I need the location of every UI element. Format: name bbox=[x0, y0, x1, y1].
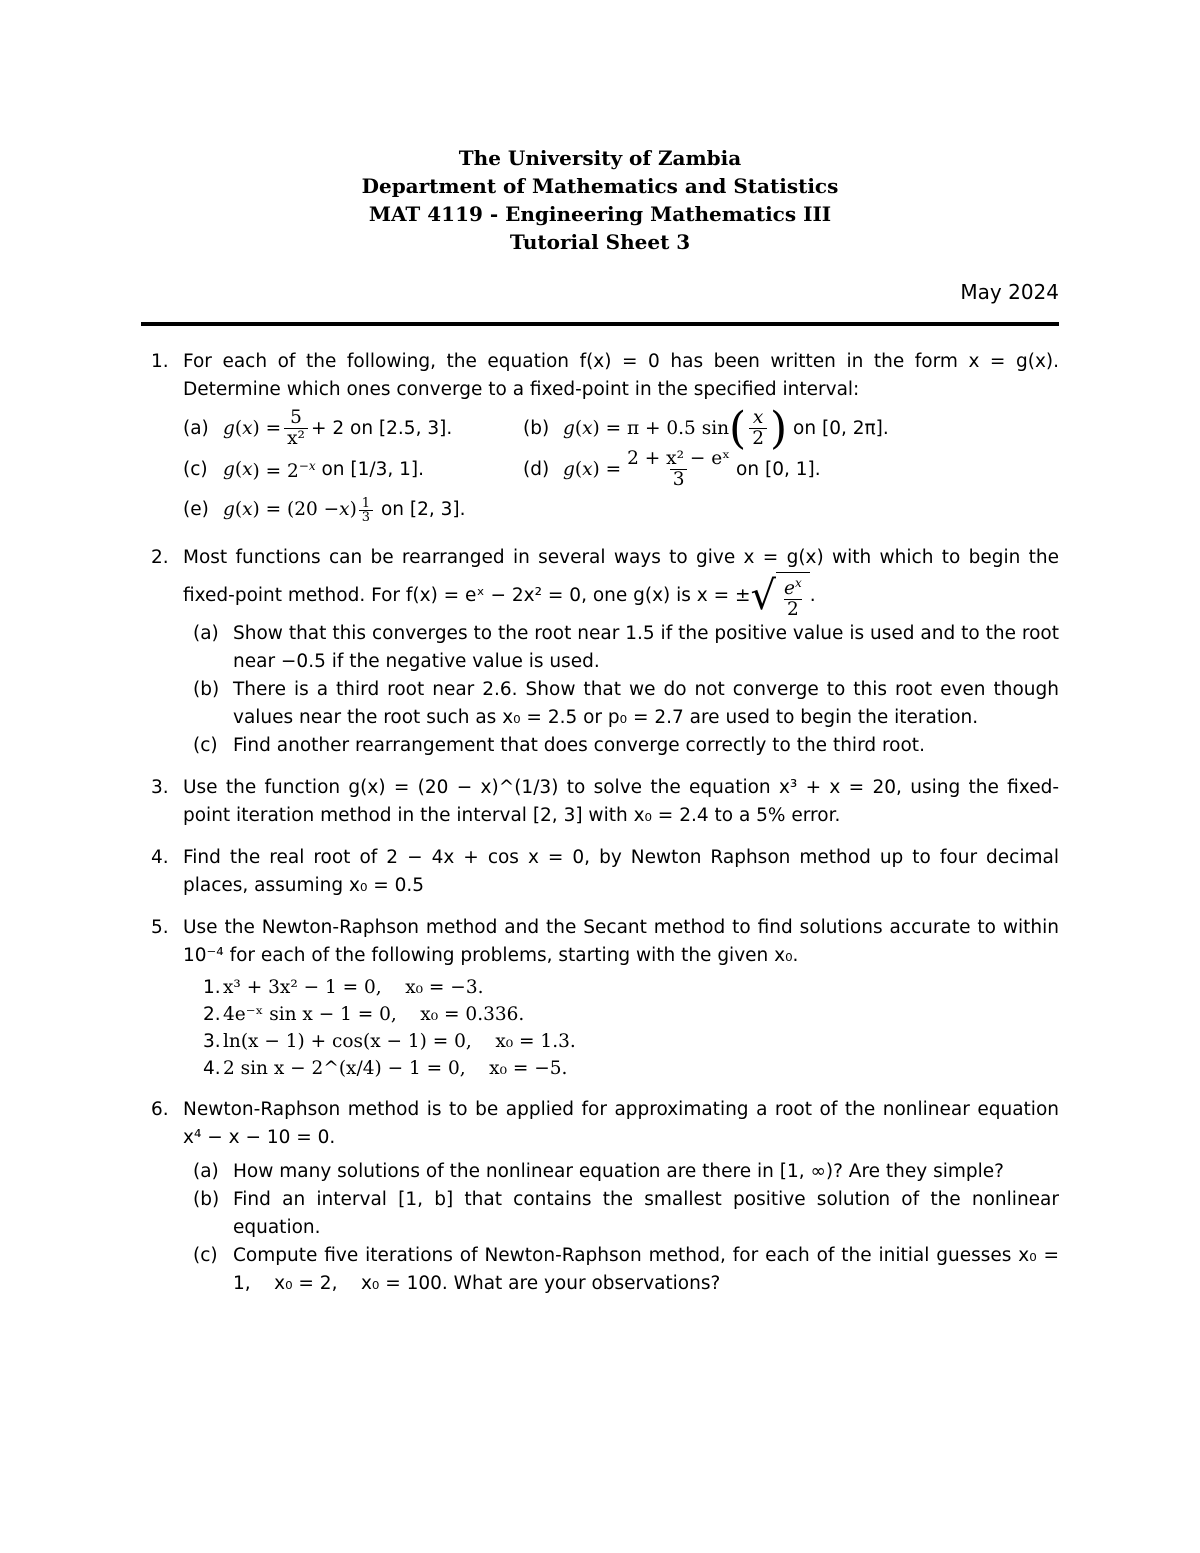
part-text: Show that this converges to the root near 1.5 if the positive value is used and to the root near −0.5 if the negative value is used. bbox=[233, 623, 1059, 673]
question-number: 5. bbox=[151, 917, 169, 939]
question-text: For each of the following, the equation f(x) = 0 has been written in the form x = g(x). Determine which ones converge to a fixed-point in the specified interval: bbox=[183, 351, 1059, 400]
part-label: (a) bbox=[193, 1161, 219, 1183]
question-6 bbox=[141, 1096, 1065, 1298]
q6-part-b bbox=[183, 1186, 1059, 1242]
header-rule bbox=[141, 322, 1059, 326]
list-item: 4. 2 sin x − 2^(x/4) − 1 = 0, x₀ = −5. bbox=[203, 1058, 568, 1080]
part-text: Compute five iterations of Newton-Raphson method, for each of the initial guesses x₀ = 1, x₀ = 2, x₀ = 100. What are your observations? bbox=[233, 1245, 1065, 1295]
item-label: (a) bbox=[183, 417, 209, 439]
part-label: (b) bbox=[193, 679, 220, 701]
question-text: Use the Newton-Raphson method and the Secant method to find solutions accurate to within 10⁻⁴ for each of the following problems, starting with the given x₀. bbox=[183, 917, 1059, 967]
q6-part-a bbox=[183, 1158, 1059, 1186]
part-text: Find an interval [1, b] that contains the smallest positive solution of the nonlinear equation. bbox=[233, 1189, 1059, 1239]
question-number: 1. bbox=[151, 351, 169, 372]
list-item: 1. x³ + 3x² − 1 = 0, x₀ = −3. bbox=[203, 977, 484, 999]
university-name: The University of Zambia bbox=[458, 146, 742, 170]
q2-part-a bbox=[183, 620, 1059, 676]
question-4 bbox=[141, 844, 1059, 900]
document-header bbox=[0, 144, 1200, 256]
question-number: 2. bbox=[151, 547, 169, 568]
q1-items bbox=[183, 402, 1059, 530]
question-number: 6. bbox=[151, 1099, 169, 1121]
question-number: 4. bbox=[151, 847, 169, 869]
q1-item-a: (a) g ( x ) = $\frac{5}{\text{x²}}$ + 2 on [2.5, 3]. bbox=[183, 407, 453, 449]
list-item: 2. 4e⁻ˣ sin x − 1 = 0, x₀ = 0.336. bbox=[203, 1004, 525, 1026]
part-label: (b) bbox=[193, 1189, 220, 1211]
q6-part-c bbox=[183, 1242, 1065, 1298]
question-2 bbox=[141, 544, 1059, 760]
fraction: $\frac{x}{2}$ bbox=[749, 408, 767, 449]
item-label: (d) bbox=[523, 458, 550, 480]
item-tail: on [0, 1]. bbox=[736, 458, 821, 480]
item-tail: on [2, 3]. bbox=[380, 499, 466, 520]
item-tail: on [0, 2π]. bbox=[793, 417, 889, 439]
q1-item-c: (c) g ( x ) = $2^{-x}$ on [1/3, 1]. bbox=[183, 449, 513, 490]
q2-part-c bbox=[183, 732, 1059, 760]
item-tail: on [1/3, 1]. bbox=[321, 458, 425, 480]
part-label: (c) bbox=[193, 1245, 218, 1267]
question-1 bbox=[141, 348, 1059, 530]
sheet-title: Tutorial Sheet 3 bbox=[509, 230, 691, 254]
part-text: How many solutions of the nonlinear equation are there in [1, ∞)? Are they simple? bbox=[233, 1161, 1005, 1183]
document-date: May 2024 bbox=[960, 280, 1059, 304]
question-text: Newton-Raphson method is to be applied for approximating a root of the nonlinear equation x⁴ − x − 10 = 0. bbox=[183, 1099, 1059, 1149]
questions bbox=[141, 348, 1065, 1312]
question-3 bbox=[141, 774, 1059, 830]
question-text: Most functions can be rearranged in several ways to give x = g(x) with which to begin the fixed-point method. For f(x) = eˣ − 2x² = 0, one g(x) is x = ± √ $\frac{e^x}{2}$ . bbox=[183, 547, 1059, 621]
part-label: (c) bbox=[193, 735, 218, 757]
item-label: (b) bbox=[523, 417, 550, 439]
fraction: $\frac{\text{2 + x² − eˣ}}{3}$ bbox=[627, 448, 731, 490]
q2-part-b bbox=[183, 676, 1059, 732]
department-name: Department of Mathematics and Statistics bbox=[361, 174, 839, 198]
list-item: 3. ln(x − 1) + cos(x − 1) = 0, x₀ = 1.3. bbox=[203, 1031, 576, 1053]
course-title: MAT 4119 - Engineering Mathematics III bbox=[368, 202, 832, 226]
q1-item-d: (d) g ( x ) = $\frac{\text{2 + x² − eˣ}}{3}$ on [0, 1]. bbox=[523, 448, 821, 490]
part-text: Find another rearrangement that does converge correctly to the third root. bbox=[233, 735, 925, 757]
q1-item-e: (e) g ( x ) = (20 − x ) $\frac{1}{3}$ on [2, 3]. bbox=[183, 495, 466, 525]
item-label: (e) bbox=[183, 499, 209, 520]
question-text: Find the real root of 2 − 4x + cos x = 0, by Newton Raphson method up to four decimal places, assuming x₀ = 0.5 bbox=[183, 847, 1059, 897]
question-5 bbox=[141, 914, 1059, 1082]
q5-problem-list bbox=[183, 974, 1059, 1082]
question-number: 3. bbox=[151, 777, 169, 799]
question-text: Use the function g(x) = (20 − x)^(1/3) to solve the equation x³ + x = 20, using the fixed-point iteration method in the interval [2, 3] with x₀ = 2.4 to a 5% error. bbox=[183, 777, 1059, 827]
item-label: (c) bbox=[183, 458, 208, 480]
q1-item-b: (b) g ( x ) = π + 0.5 sin ( $\frac{x}{2}$ ) on [0, 2π]. bbox=[523, 402, 889, 454]
part-label: (a) bbox=[193, 623, 219, 645]
square-root: √ $\frac{e^x}{2}$ bbox=[751, 572, 810, 620]
fraction: $\frac{5}{\text{x²}}$ bbox=[284, 408, 308, 449]
item-tail: + 2 on [2.5, 3]. bbox=[310, 417, 453, 439]
part-text: There is a third root near 2.6. Show that we do not converge to this root even though values near the root such as x₀ = 2.5 or p₀ = 2.7 are used to begin the iteration. bbox=[233, 679, 1059, 729]
